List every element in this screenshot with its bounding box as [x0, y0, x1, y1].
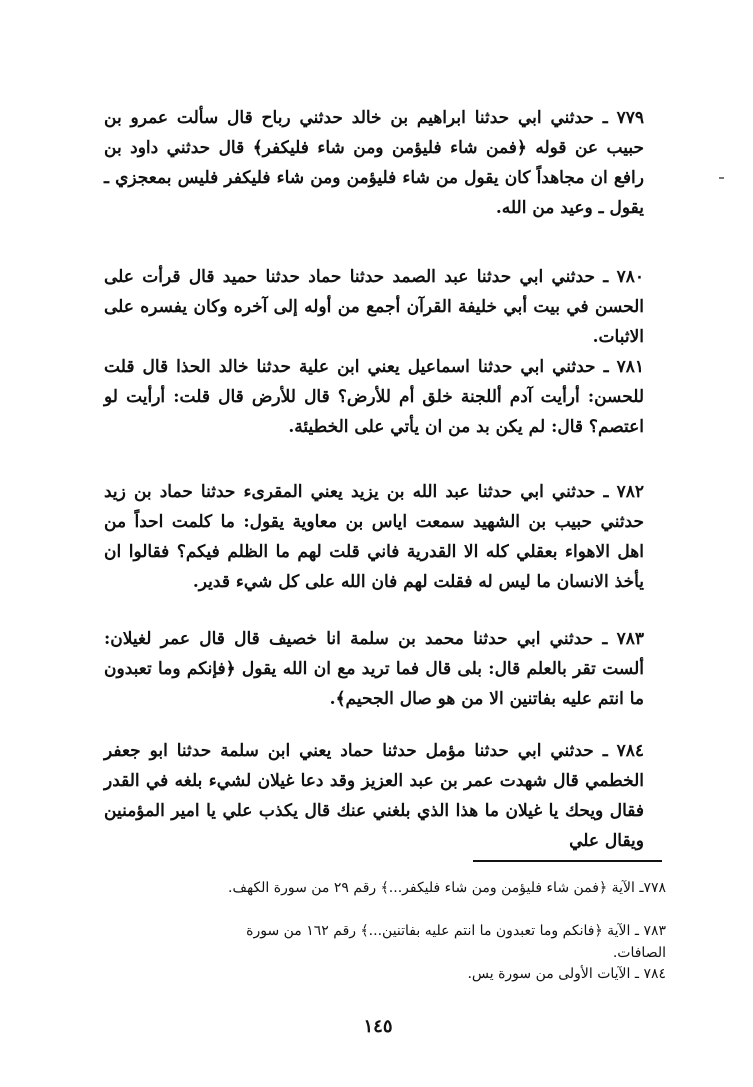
hadith-paragraph-780: ٧٨٠ ـ حدثني ابي حدثنا عبد الصمد حدثنا حماد حدثنا حميد قال قرأت على الحسن في بيت أبي خليفة القرآن أجمع من أوله إلى آخره وكان يفسره على الاثبات. [104, 267, 644, 347]
hadith-paragraph-781: ٧٨١ ـ حدثني ابي حدثنا اسماعيل يعني ابن علية حدثنا خالد الحذا قال قلت للحسن: أرأيت آدم أللجنة خلق أم للأرض؟ قال للأرض قال قلت: أرأيت لو اعتصم؟ قال: لم يكن بد من ان يأتي على الخطيئة. [104, 357, 644, 437]
hadith-paragraph-784: ٧٨٤ ـ حدثني ابي حدثنا مؤمل حدثنا حماد يعني ابن سلمة حدثنا ابو جعفر الخطمي قال شهدت عمر بن عبد العزيز وقد دعا غيلان لشيء بلغه في القدر فقال ويحك يا غيلان ما هذا الذي بلغني عنك قال يكذب علي يا امير المؤمنين ويقال علي [104, 741, 644, 851]
hadith-paragraph-779: ٧٧٩ ـ حدثني ابي حدثنا ابراهيم بن خالد حدثني رباح قال سألت عمرو بن حبيب عن قوله ﴿فمن شاء فليؤمن ومن شاء فليكفر﴾ قال حدثني داود بن رافع ان مجاهداً كان يقول من شاء فليؤمن ومن شاء فليكفر فليس بمعجزي ـ يقول ـ وعيد من الله. [104, 108, 644, 218]
footnote-784: ٧٨٤ ـ الآيات الأولى من سورة يس. [467, 966, 666, 982]
page-number: ١٤٥ [363, 1016, 393, 1037]
hadith-paragraph-782: ٧٨٢ ـ حدثني ابي حدثنا عبد الله بن يزيد يعني المقرىء حدثنا حماد بن زيد حدثني حبيب بن الشهيد سمعت اياس بن معاوية يقول: ما كلمت احداً من اهل الاهواء بعقلي كله الا القدرية فاني قلت لهم ما الظلم فيكم؟ فقالوا ان يأخذ الانسان ما ليس له فقلت لهم فان الله على كل شيء قدير. [104, 482, 644, 592]
footnote-783: ٧٨٣ ـ الآية ﴿فانكم وما تعبدون ما انتم عليه بفاتنين...﴾ رقم ١٦٢ من سورة الصافات. [246, 923, 666, 961]
footnote-divider [473, 860, 662, 862]
footnote-778: ٧٧٨ـ الآية ﴿فمن شاء فليؤمن ومن شاء فليكفر...﴾ رقم ٢٩ من سورة الكهف. [228, 880, 666, 896]
scan-speck [719, 177, 724, 179]
hadith-paragraph-783: ٧٨٣ ـ حدثني ابي حدثنا محمد بن سلمة انا خصيف قال قال عمر لغيلان: ألست تقر بالعلم قال: بلى قال فما تريد مع ان الله يقول ﴿فإنكم وما تعبدون ما انتم عليه بفاتنين الا من هو صال الجحيم﴾. [104, 629, 644, 709]
